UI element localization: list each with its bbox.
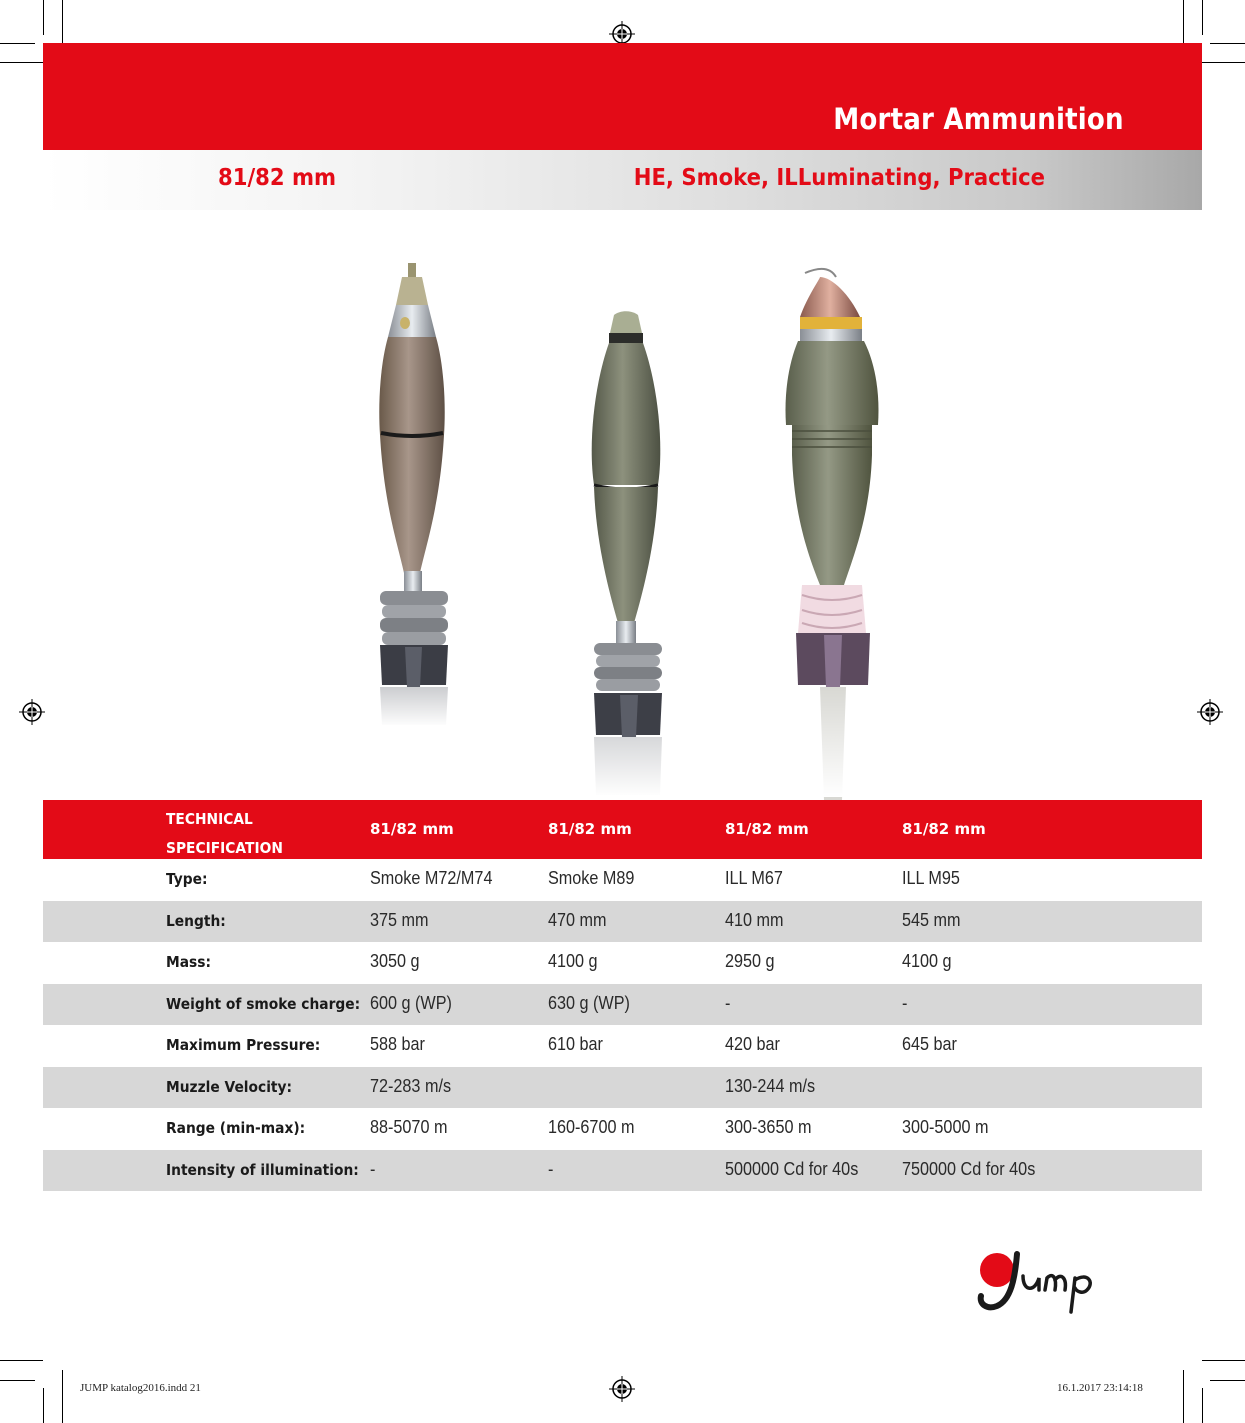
crop-mark [62,1370,63,1423]
table-cell: 420 bar [725,1034,780,1054]
table-cell: 88-5070 m [370,1117,448,1137]
registration-mark-icon [19,699,45,725]
table-cell: 588 bar [370,1034,425,1054]
table-row-pressure [43,1025,1202,1067]
table-row-muzzle-velocity [43,1067,1202,1109]
table-cell: 545 mm [902,909,961,930]
table-row-range [43,1108,1202,1150]
ammunition-types: HE, Smoke, ILLuminating, Practice [633,165,1045,191]
crop-mark [0,43,35,44]
crop-mark [1210,43,1245,44]
row-label: Length: [166,911,226,930]
spec-table-header [43,800,1202,859]
registration-mark-icon [1197,699,1223,725]
row-label: Maximum Pressure: [166,1036,321,1054]
crop-mark [1202,1388,1203,1423]
table-cell: - [370,1158,376,1179]
table-cell: 410 mm [725,909,784,930]
crop-mark [1202,62,1245,63]
table-cell: 630 g (WP) [548,992,630,1013]
table-row-smoke-charge [43,984,1202,1026]
print-datetime: 16.1.2017 23:14:18 [1057,1382,1143,1394]
page-title: Mortar Ammunition [833,102,1124,136]
table-cell: 500000 Cd for 40s [725,1158,859,1179]
column-header: 81/82 mm [902,820,986,838]
crop-mark [1183,0,1184,43]
table-cell: 160-6700 m [548,1117,635,1137]
crop-mark [0,1360,43,1361]
spec-heading-line1: TECHNICAL [166,810,253,828]
table-cell: 4100 g [548,951,598,971]
row-label: Range (min-max): [166,1119,306,1137]
spec-heading-line2: SPECIFICATION [166,839,283,857]
table-cell: 375 mm [370,909,429,930]
table-cell: - [902,992,908,1013]
jump-logo [975,1248,1120,1318]
row-label: Type: [166,870,208,888]
crop-mark [1210,1380,1245,1381]
spec-table [43,800,1202,1191]
column-header: 81/82 mm [548,820,632,838]
row-label: Intensity of illumination: [166,1160,359,1179]
file-slug: JUMP katalog2016.indd 21 [80,1382,201,1394]
mortar-rounds-photo [350,255,910,800]
table-cell: 300-5000 m [902,1117,989,1137]
crop-mark [43,0,44,35]
row-label: Weight of smoke charge: [166,994,361,1013]
table-cell: 2950 g [725,951,775,971]
table-row-type [43,859,1202,901]
table-row-mass [43,942,1202,984]
table-cell: 750000 Cd for 40s [902,1158,1036,1179]
spec-table-heading [166,805,322,863]
row-label: Muzzle Velocity: [166,1077,293,1096]
table-cell: ILL M95 [902,868,960,888]
table-cell: 470 mm [548,909,607,930]
table-cell: - [548,1158,554,1179]
registration-mark-icon [609,1376,635,1402]
column-header: 81/82 mm [370,820,454,838]
crop-mark [1202,1360,1245,1361]
table-cell: 72-283 m/s [370,1075,452,1096]
crop-mark [62,0,63,43]
crop-mark [1202,0,1203,35]
table-cell: Smoke M72/M74 [370,868,493,888]
crop-mark [1183,1370,1184,1423]
table-cell: 3050 g [370,951,420,971]
table-cell: 610 bar [548,1034,603,1054]
column-header: 81/82 mm [725,820,809,838]
crop-mark [0,62,43,63]
table-cell: ILL M67 [725,868,783,888]
table-cell: Smoke M89 [548,868,635,888]
table-cell: 600 g (WP) [370,992,452,1013]
caliber-label: 81/82 mm [218,165,337,191]
table-cell: 130-244 m/s [725,1075,816,1096]
table-row-length [43,901,1202,943]
table-cell: 4100 g [902,951,952,971]
row-label: Mass: [166,953,211,971]
crop-mark [0,1380,35,1381]
table-row-illumination [43,1150,1202,1192]
crop-mark [43,1388,44,1423]
table-cell: 300-3650 m [725,1117,812,1137]
table-cell: 645 bar [902,1034,957,1054]
table-cell: - [725,992,731,1013]
